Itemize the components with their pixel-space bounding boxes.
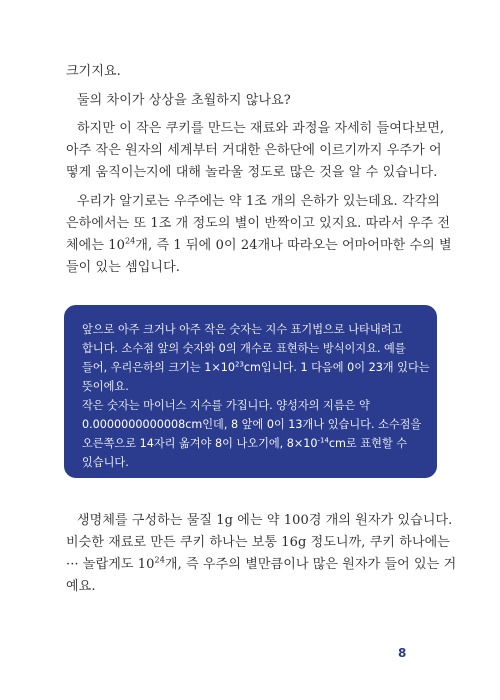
text-line: 둘의 차이가 상상을 초월하지 않나요? [77,93,291,108]
callout-line: 합니다. 소수점 앞의 숫자와 0의 개수로 표현하는 방식이지요. 예를 [82,342,406,355]
body-text-bottom [66,513,457,603]
text-line: 우리가 알기로는 우주에는 약 1조 개의 은하가 있는데요. 각각의 [77,194,440,209]
body-text-top [66,64,452,284]
text-line: 하지만 이 작은 쿠키를 만드는 재료와 과정을 자세히 들여다보면, [77,121,445,136]
text-line: ··· 놀랍게도 $10^{24}$개, 즉 우주의 별만큼이나 많은 원자가 들어 있는 거 [66,555,457,572]
text-line: 은하에서는 또 1조 개 정도의 별이 반짝이고 있지요. 따라서 우주 전 [66,216,451,231]
text-line: 생명체를 구성하는 물질 1g 에는 약 100경 개의 원자가 있습니다. [77,513,453,528]
text-line: 크기지요. [66,64,121,79]
callout-line: 작은 숫자는 마이너스 지수를 가집니다. 양성자의 지름은 약 [82,399,370,412]
callout-box [64,305,437,478]
callout-line: 오른쪽으로 14자리 옮겨야 8이 나오기에, $8\times 10^{-14}cm$로 표현할 수 [82,436,408,450]
text-line: 아주 작은 원자의 세계부터 거대한 은하단에 이르기까지 우주가 어 [66,143,442,158]
callout-line: 뜻이에요. [82,380,129,393]
text-line: 체에는 $10^{24}$개, 즉 1 뒤에 0이 24개나 따라오는 어마어마한 수의 별 [66,236,452,253]
text-line: 들이 있는 셈입니다. [66,260,180,275]
callout-line: 들어, 우리은하의 크기는 $1\times 10^{23}cm$입니다. 1 다음에 0이 23개 있다는 [82,360,430,374]
text-line: 예요. [66,579,96,594]
callout-line: 있습니다. [82,456,129,469]
callout-line: 앞으로 아주 크거나 아주 작은 숫자는 지수 표기법으로 나타내려고 [82,323,403,336]
text-line: 떻게 움직이는지에 대해 놀라울 정도로 많은 것을 알 수 있습니다. [66,165,438,180]
page-number: 8 [398,646,407,660]
callout-line: 0.0000000000008cm인데, 8 앞에 0이 13개나 있습니다. 소수점을 [82,418,422,431]
text-line: 비슷한 재료로 만든 쿠키 하나는 보통 16g 정도니까, 쿠키 하나에는 [66,535,450,550]
